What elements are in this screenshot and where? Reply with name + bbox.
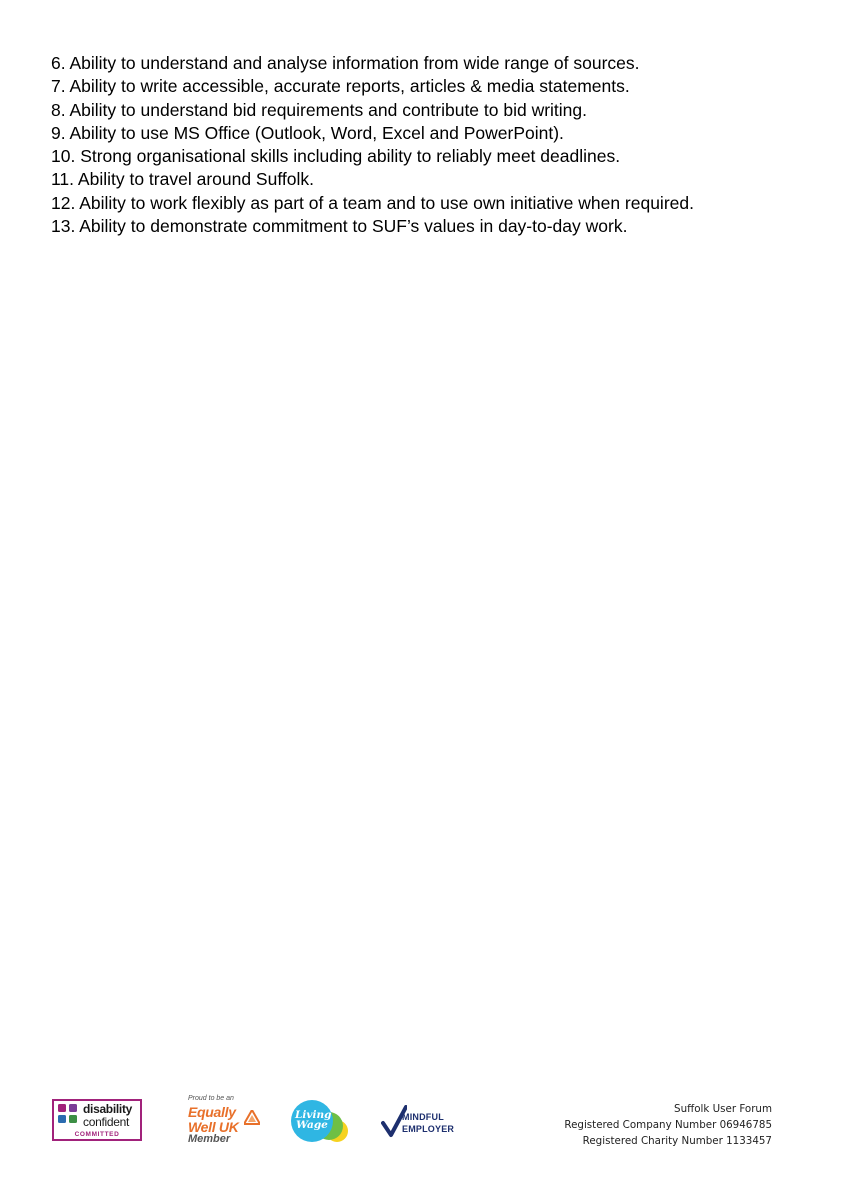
puzzle-icon [69, 1115, 77, 1123]
organisation-details [564, 1101, 772, 1149]
equally-well-logo [186, 1095, 266, 1147]
proud-text: Proud to be an [188, 1095, 234, 1102]
list-item: 6. Ability to understand and analyse information from wide range of sources. [51, 53, 640, 73]
equally-text: Equally [188, 1104, 236, 1120]
list-item: 8. Ability to understand bid requirements and contribute to bid writing. [51, 99, 588, 120]
company-number: Registered Company Number 06946785 [564, 1119, 772, 1131]
list-item: 9. Ability to use MS Office (Outlook, Word, Excel and PowerPoint). [51, 122, 564, 143]
well-uk-text: Well UK [188, 1119, 239, 1135]
living-wage-logo [289, 1096, 351, 1146]
disability-confident-logo [52, 1099, 142, 1141]
list-item: 13. Ability to demonstrate commitment to SUF’s values in day-to-day work. [51, 216, 628, 237]
triangle-icon [244, 1110, 260, 1128]
list-item: 11. Ability to travel around Suffolk. [51, 169, 314, 190]
living-text: Living [295, 1109, 332, 1121]
organisation-name: Suffolk User Forum [674, 1103, 772, 1115]
employer-text: EMPLOYER [402, 1124, 455, 1134]
list-item: 12. Ability to work flexibly as part of a team and to use own initiative when required. [51, 192, 694, 213]
mindful-employer-logo [381, 1105, 471, 1141]
accreditation-logos [0, 1090, 560, 1150]
charity-number: Registered Charity Number 1133457 [582, 1135, 772, 1147]
list-item: 10. Strong organisational skills including ability to reliably meet deadlines. [51, 146, 621, 167]
disability-text: disability [83, 1102, 133, 1116]
people-icon [58, 1104, 66, 1112]
living-wage-text [295, 1109, 332, 1131]
tick-icon [69, 1104, 77, 1112]
list-item: 7. Ability to write accessible, accurate reports, articles & media statements. [51, 76, 630, 97]
committed-text: COMMITTED [54, 1130, 140, 1139]
lock-icon [58, 1115, 66, 1123]
confident-text: confident [83, 1115, 130, 1129]
member-text: Member [188, 1133, 231, 1145]
wage-text: Wage [296, 1119, 328, 1131]
ability-list [51, 52, 811, 238]
mindful-text: MINDFUL [402, 1112, 444, 1122]
